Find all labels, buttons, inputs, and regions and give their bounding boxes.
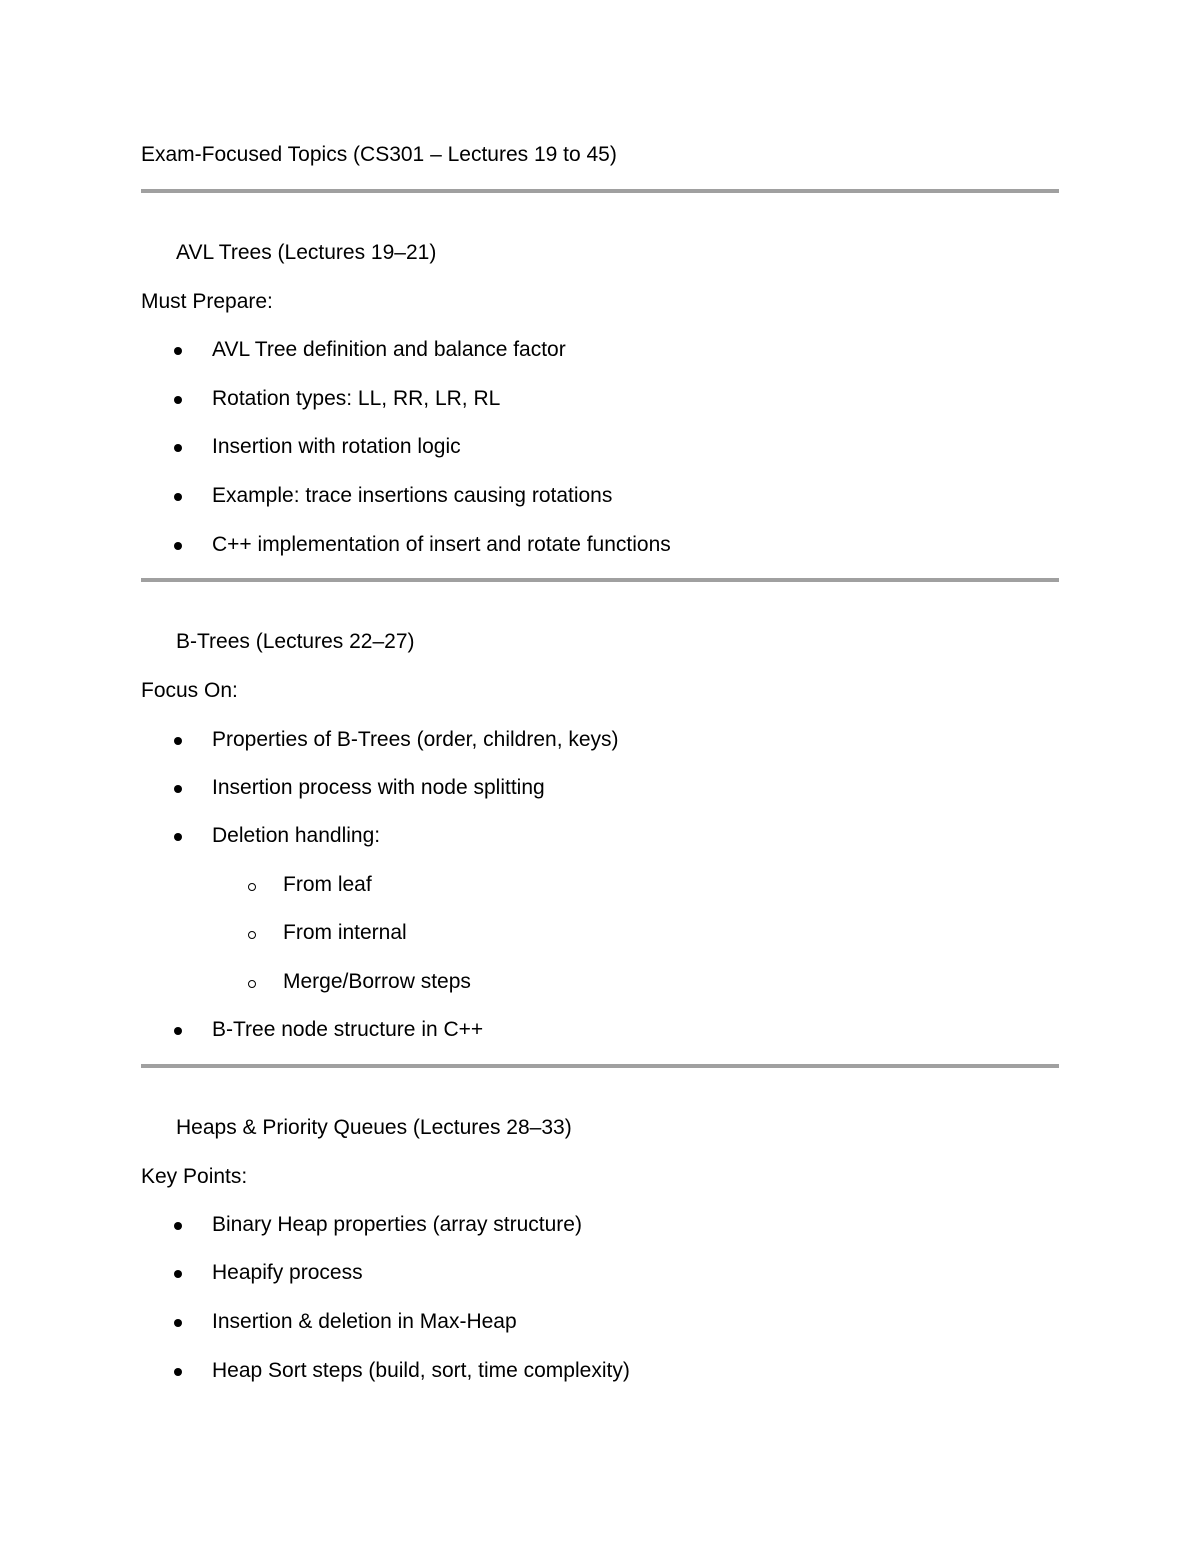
sub-list-item: From internal: [283, 921, 407, 944]
horizontal-rule: [141, 189, 1059, 193]
bullet-icon: [174, 347, 182, 355]
list-item: Insertion with rotation logic: [212, 435, 461, 458]
bullet-icon: [174, 833, 182, 841]
bullet-icon: [174, 542, 182, 550]
sub-list-item: Merge/Borrow steps: [283, 970, 471, 993]
hollow-bullet-icon: [248, 883, 256, 891]
bullet-icon: [174, 1319, 182, 1327]
section-heading-b-trees: B-Trees (Lectures 22–27): [176, 630, 415, 653]
list-item: B-Tree node structure in C++: [212, 1018, 484, 1041]
list-item: C++ implementation of insert and rotate functions: [212, 533, 671, 556]
hollow-bullet-icon: [248, 980, 256, 988]
section-label-focus-on: Focus On:: [141, 679, 238, 702]
bullet-icon: [174, 1222, 182, 1230]
section-heading-avl-trees: AVL Trees (Lectures 19–21): [176, 241, 437, 264]
list-item: AVL Tree definition and balance factor: [212, 338, 566, 361]
list-item: Rotation types: LL, RR, LR, RL: [212, 387, 501, 410]
document-title: Exam-Focused Topics (CS301 – Lectures 19 to 45): [141, 143, 617, 166]
section-heading-heaps: Heaps & Priority Queues (Lectures 28–33): [176, 1116, 572, 1139]
horizontal-rule: [141, 1064, 1059, 1068]
bullet-icon: [174, 1027, 182, 1035]
list-item: Insertion process with node splitting: [212, 776, 545, 799]
bullet-icon: [174, 396, 182, 404]
horizontal-rule: [141, 578, 1059, 582]
list-item: Heap Sort steps (build, sort, time complexity): [212, 1359, 630, 1382]
bullet-icon: [174, 737, 182, 745]
section-label-key-points: Key Points:: [141, 1165, 248, 1188]
bullet-icon: [174, 1270, 182, 1278]
sub-list-item: From leaf: [283, 873, 372, 896]
section-label-must-prepare: Must Prepare:: [141, 290, 273, 313]
list-item: Example: trace insertions causing rotations: [212, 484, 613, 507]
list-item: Deletion handling:: [212, 824, 381, 847]
list-item: Binary Heap properties (array structure): [212, 1213, 582, 1236]
list-item: Properties of B-Trees (order, children, keys): [212, 728, 619, 751]
list-item: Heapify process: [212, 1261, 363, 1284]
bullet-icon: [174, 444, 182, 452]
bullet-icon: [174, 1368, 182, 1376]
bullet-icon: [174, 785, 182, 793]
hollow-bullet-icon: [248, 931, 256, 939]
list-item: Insertion & deletion in Max-Heap: [212, 1310, 517, 1333]
bullet-icon: [174, 493, 182, 501]
